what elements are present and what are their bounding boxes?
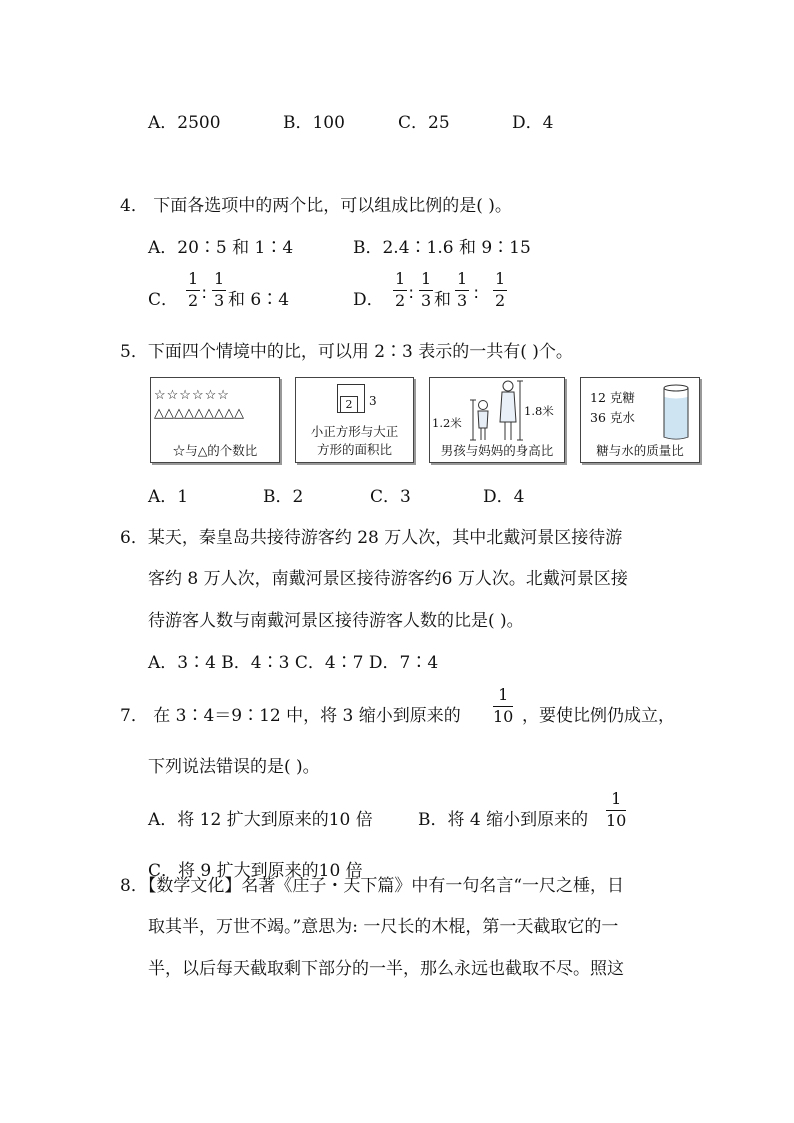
q7-line-1b: ，要使比例仍成立， bbox=[522, 706, 675, 726]
q7-b-frac-tenth: 1 10 bbox=[606, 789, 627, 830]
q5-option-b: B．2 bbox=[263, 487, 304, 507]
q6-line-2: 客约 8 万人次，南戴河景区接待游客约6 万人次。北戴河景区接 bbox=[148, 569, 628, 589]
q5-card2-caption-1: 小正方形与大正 bbox=[310, 424, 399, 439]
q5-card4-caption: 糖与水的质量比 bbox=[596, 443, 684, 458]
q5-triangles: △△△△△△△△△ bbox=[154, 406, 244, 421]
q4-option-c-label: C． bbox=[148, 290, 179, 310]
q4-d-frac-third-2: 1 3 bbox=[457, 269, 468, 310]
q8-line-2: 取其半，万世不竭。”意思为: 一尺长的木棍，第一天截取它的一 bbox=[148, 917, 619, 937]
water-glass-icon bbox=[661, 383, 691, 441]
q4-option-d-label: D． bbox=[353, 290, 384, 310]
small-square: 2 bbox=[340, 396, 358, 413]
q5-card-sugar-water bbox=[580, 377, 700, 463]
q5-card2-caption-2: 方形的面积比 bbox=[316, 442, 392, 457]
q5-option-a: A．1 bbox=[148, 487, 189, 507]
q4-d-frac-third: 1 3 bbox=[421, 269, 432, 310]
q7-frac-tenth: 1 10 bbox=[493, 685, 514, 726]
q7-line-2: 下列说法错误的是( )。 bbox=[148, 757, 320, 777]
q7-line-1a: 7． 在 3∶4＝9∶12 中，将 3 缩小到原来的 bbox=[120, 706, 461, 726]
q5-card3-caption: 男孩与妈妈的身高比 bbox=[440, 443, 554, 458]
boy-height: 1.2米 bbox=[432, 416, 462, 430]
q5-stars: ☆☆☆☆☆☆ bbox=[154, 388, 230, 403]
q4-option-c-text: 和 6∶4 bbox=[228, 290, 290, 310]
q3-option-a: A．2500 bbox=[148, 113, 221, 133]
water-amount: 36 克水 bbox=[590, 410, 635, 425]
q8-line-3: 半，以后每天截取剩下部分的一半，那么永远也截取不尽。照这 bbox=[148, 959, 624, 979]
q4-d-frac-half-2: 1 2 bbox=[495, 269, 506, 310]
q7-option-c: C．将 9 扩大到原来的10 倍 bbox=[148, 861, 363, 881]
q6-line-3: 待游客人数与南戴河景区接待游客人数的比是( )。 bbox=[148, 611, 524, 631]
q5-option-c: C．3 bbox=[370, 487, 411, 507]
q5-option-d: D．4 bbox=[483, 487, 525, 507]
q4-c-frac-third: 1 3 bbox=[214, 269, 225, 310]
q3-option-d: D．4 bbox=[512, 113, 554, 133]
q7-option-b: B．将 4 缩小到原来的 bbox=[418, 810, 589, 830]
q4-c-frac-half: 1 2 bbox=[188, 269, 199, 310]
q3-option-b: B．100 bbox=[283, 113, 345, 133]
q5-card1-caption: ☆与△的个数比 bbox=[172, 443, 258, 458]
q5-stem: 5．下面四个情境中的比，可以用 2∶3 表示的一共有( )个。 bbox=[120, 342, 573, 362]
q4-option-b: B．2.4∶1.6 和 9∶15 bbox=[353, 238, 531, 258]
q5-card-shapes bbox=[150, 377, 280, 463]
q7-option-a: A．将 12 扩大到原来的10 倍 bbox=[148, 810, 373, 830]
q6-options: A．3∶4 B．4∶3 C．4∶7 D．7∶4 bbox=[148, 653, 439, 673]
q6-line-1: 6．某天，秦皇岛共接待游客约 28 万人次，其中北戴河景区接待游 bbox=[120, 528, 623, 548]
q4-d-frac-half: 1 2 bbox=[395, 269, 406, 310]
q8-line-1: 8．【数学文化】名著《庄子・天下篇》中有一句名言“一尺之棰，日 bbox=[120, 876, 625, 896]
q4-option-d-text: 和 bbox=[434, 290, 451, 310]
q4-option-a: A．20∶5 和 1∶4 bbox=[148, 238, 294, 258]
mom-height: 1.8米 bbox=[524, 404, 554, 418]
sugar-amount: 12 克糖 bbox=[590, 390, 635, 405]
q4-stem: 4． 下面各选项中的两个比，可以组成比例的是( )。 bbox=[120, 196, 512, 216]
big-square-label: 3 bbox=[369, 394, 377, 408]
q3-option-c: C．25 bbox=[398, 113, 450, 133]
q5-card-squares bbox=[295, 377, 414, 463]
q5-card-heights bbox=[429, 377, 565, 463]
